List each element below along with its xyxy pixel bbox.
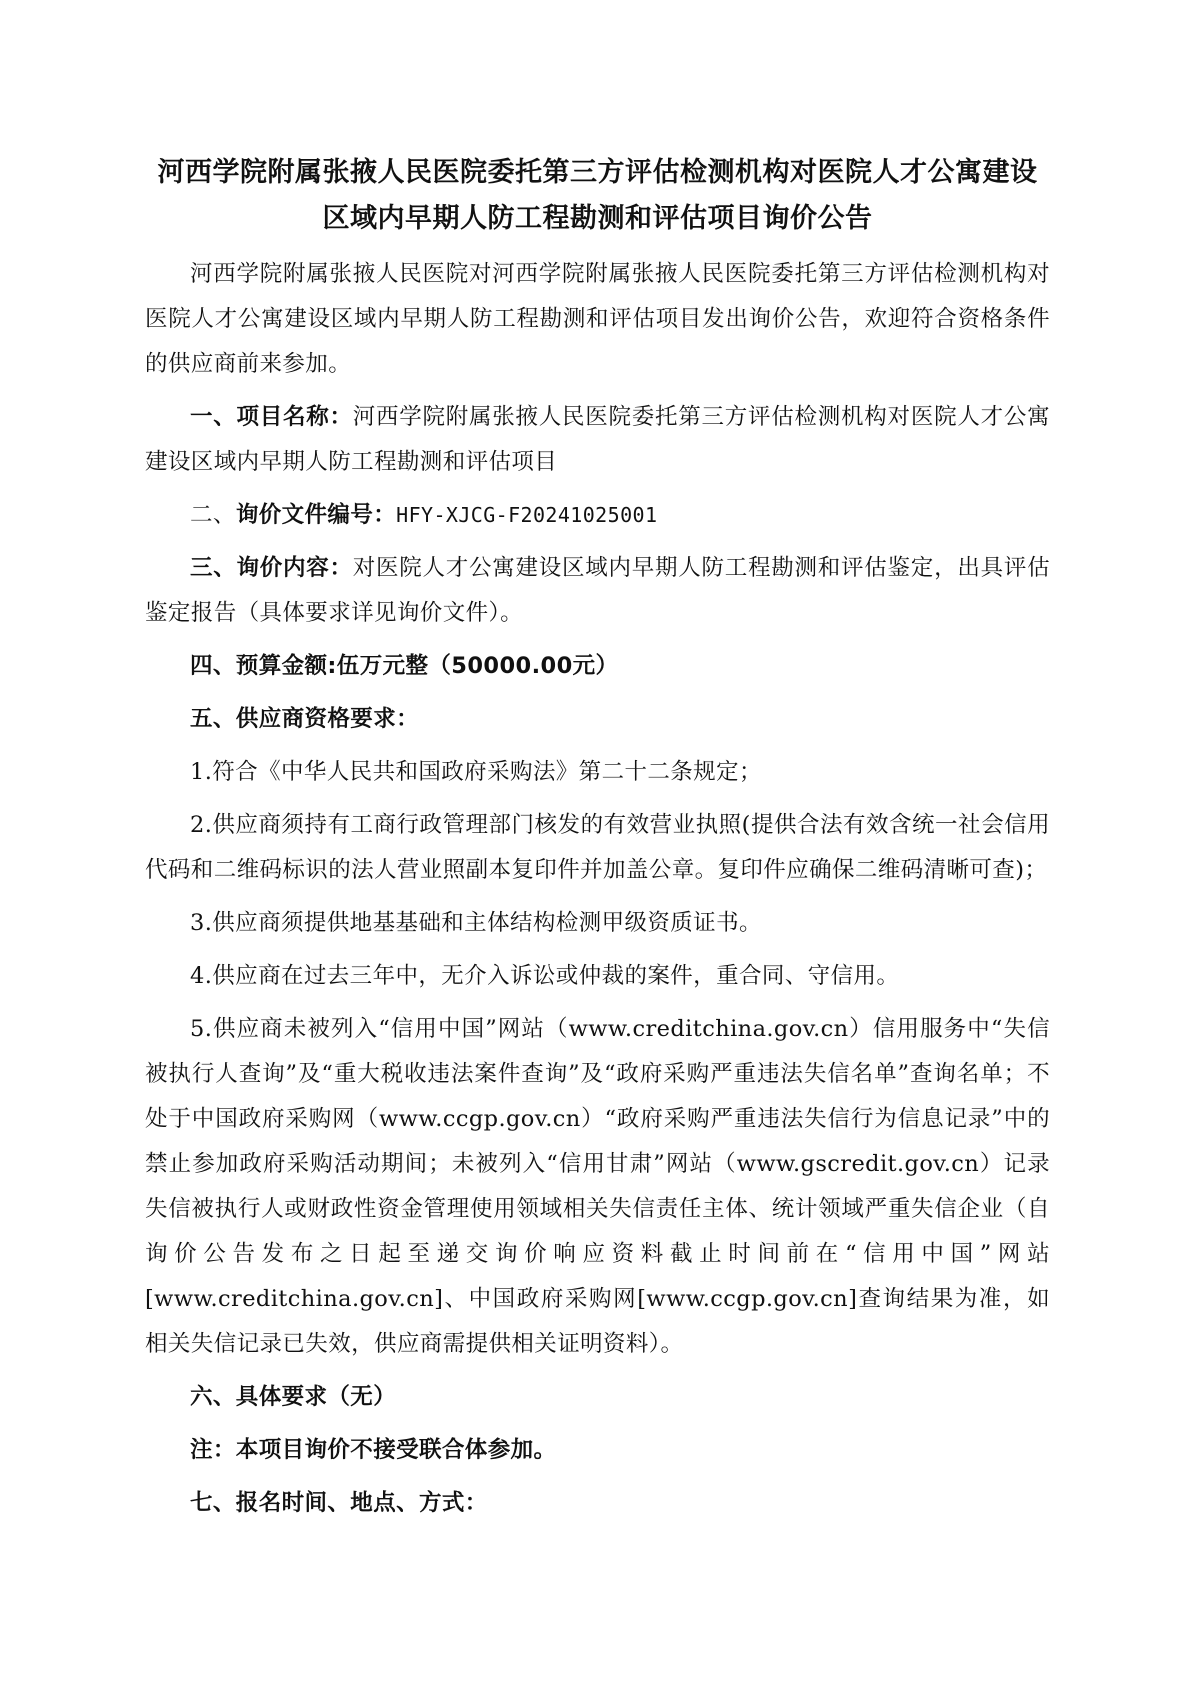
section-qualifications-heading: 五、供应商资格要求： — [190, 706, 420, 732]
section-document-number-value: HFY-XJCG-F20241025001 — [396, 503, 658, 527]
section-document-number — [145, 493, 1050, 538]
requirement-2: 2.供应商须持有工商行政管理部门核发的有效营业执照(提供合法有效含统一社会信用代码和二维码标识的法人营业照副本复印件并加盖公章。复印件应确保二维码清晰可查)； — [145, 812, 1050, 883]
section-specific-requirements: 六、具体要求（无） — [190, 1384, 397, 1410]
note-no-consortium: 注：本项目询价不接受联合体参加。 — [190, 1437, 557, 1463]
section-project-name-label: 一、项目名称： — [190, 404, 353, 430]
section-budget: 四、预算金额:伍万元整（50000.00元） — [190, 653, 619, 679]
section-project-name — [145, 395, 1050, 485]
intro-paragraph: 河西学院附属张掖人民医院对河西学院附属张掖人民医院委托第三方评估检测机构对医院人才公寓建设区域内早期人防工程勘测和评估项目发出询价公告，欢迎符合资格条件的供应商前来参加。 — [145, 261, 1050, 377]
requirement-4: 4.供应商在过去三年中，无介入诉讼或仲裁的案件，重合同、守信用。 — [190, 963, 900, 989]
section-inquiry-content-text: 对医院人才公寓建设区域内早期人防工程勘测和评估鉴定，出具评估鉴定报告（具体要求详见询价文件）。 — [145, 555, 1050, 626]
requirement-3: 3.供应商须提供地基基础和主体结构检测甲级资质证书。 — [190, 910, 762, 936]
section-inquiry-content — [145, 546, 1050, 636]
section-document-number-prefix: 二、 — [190, 502, 236, 528]
section-inquiry-content-label: 三、询价内容： — [190, 555, 353, 581]
requirement-1: 1.符合《中华人民共和国政府采购法》第二十二条规定； — [190, 759, 762, 785]
document-title — [145, 150, 1050, 242]
document-title-line-2: 区域内早期人防工程勘测和评估项目询价公告 — [322, 203, 873, 234]
document-title-line-1: 河西学院附属张掖人民医院委托第三方评估检测机构对医院人才公寓建设 — [157, 157, 1038, 188]
document-page — [145, 150, 1050, 1534]
requirement-5: 5.供应商未被列入“信用中国”网站（www.creditchina.gov.cn）信用服务中“失信被执行人查询”及“重大税收违法案件查询”及“政府采购严重违法失信名单”查询名单；不处于中国政府采购网（www.ccgp.gov.cn）“政府采购严重违法失信行为信息记录”中的禁止参加政府采购活动期间；未被列入“信用甘肃”网站（www.gscredit.gov.cn）记录失信被执行人或财政性资金管理使用领域相关失信责任主体、统计领域严重失信企业（自询价公告发布之日起至递交询价响应资料截止时间前在“信用中国”网站[www.creditchina.gov.cn]、中国政府采购网[www.ccgp.gov.cn]查询结果为准，如相关失信记录已失效，供应商需提供相关证明资料）。 — [145, 1016, 1050, 1357]
section-document-number-label: 询价文件编号： — [235, 502, 397, 528]
section-project-name-text: 河西学院附属张掖人民医院委托第三方评估检测机构对医院人才公寓建设区域内早期人防工程勘测和评估项目 — [145, 404, 1050, 475]
section-registration: 七、报名时间、地点、方式： — [190, 1490, 488, 1516]
